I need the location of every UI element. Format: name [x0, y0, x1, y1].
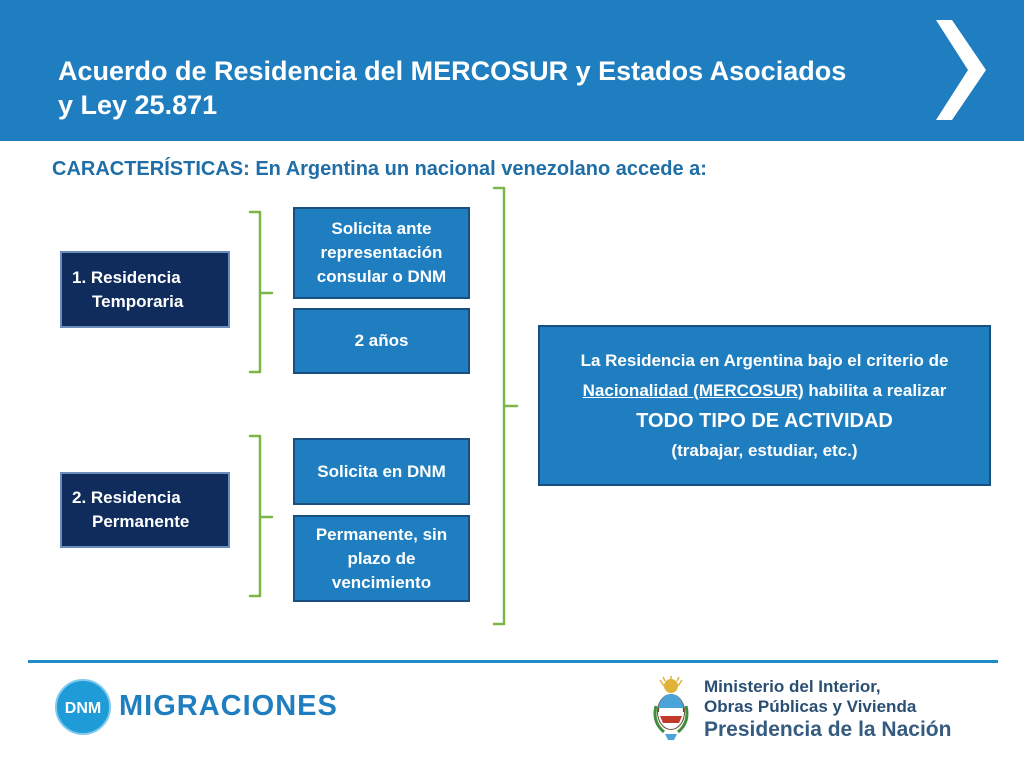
title-line-1: Acuerdo de Residencia del MERCOSUR y Estados Asociados — [58, 56, 847, 86]
permanente-duration-box — [293, 515, 470, 602]
permanente-line-1: 2. Residencia — [72, 488, 181, 507]
bracket-temporaria — [250, 212, 272, 372]
result-line-4: (trabajar, estudiar, etc.) — [671, 440, 858, 460]
title-line-2: y Ley 25.871 — [58, 90, 218, 120]
permanente-duration-text: Permanente, sin plazo de vencimiento — [315, 524, 448, 592]
footer-divider — [28, 660, 998, 663]
temporaria-line-2: Temporaria — [92, 291, 184, 311]
bracket-permanente — [250, 436, 272, 596]
temporaria-duration-text: 2 años — [354, 331, 409, 350]
result-line-2-rest: habilita a realizar — [803, 380, 947, 400]
ministry-block — [704, 677, 951, 743]
result-line-2 — [583, 376, 947, 406]
result-nationality-underlined: Nacionalidad (MERCOSUR) — [582, 380, 804, 400]
temporaria-request-box — [293, 207, 470, 299]
result-box — [538, 325, 991, 486]
presidency-line: Presidencia de la Nación — [704, 718, 952, 741]
residencia-temporaria-label — [60, 251, 230, 328]
argentina-coat-of-arms — [650, 676, 692, 742]
section-subtitle: CARACTERÍSTICAS: En Argentina un nacional venezolano accede a: — [52, 158, 707, 180]
permanente-request-text: Solicita en DNM — [317, 461, 446, 481]
permanente-line-2: Permanente — [92, 512, 190, 531]
ministry-line-1: Ministerio del Interior, — [704, 677, 881, 696]
temporaria-line-1: 1. Residencia — [72, 267, 181, 287]
dnm-logo-text: DNM — [64, 700, 102, 717]
bracket-result — [494, 188, 517, 624]
residencia-permanente-label — [60, 472, 230, 548]
temporaria-request-text: Solicita ante representación consular o DNM — [316, 219, 447, 286]
result-line-3: TODO TIPO DE ACTIVIDAD — [636, 409, 893, 432]
ministry-line-2: Obras Públicas y Vivienda — [704, 697, 917, 716]
dnm-logo — [53, 677, 113, 737]
migraciones-brand: MIGRACIONES — [119, 690, 338, 722]
permanente-request-box — [293, 438, 470, 505]
temporaria-duration-box — [293, 308, 470, 374]
result-line-1: La Residencia en Argentina bajo el criterio de — [580, 350, 949, 370]
